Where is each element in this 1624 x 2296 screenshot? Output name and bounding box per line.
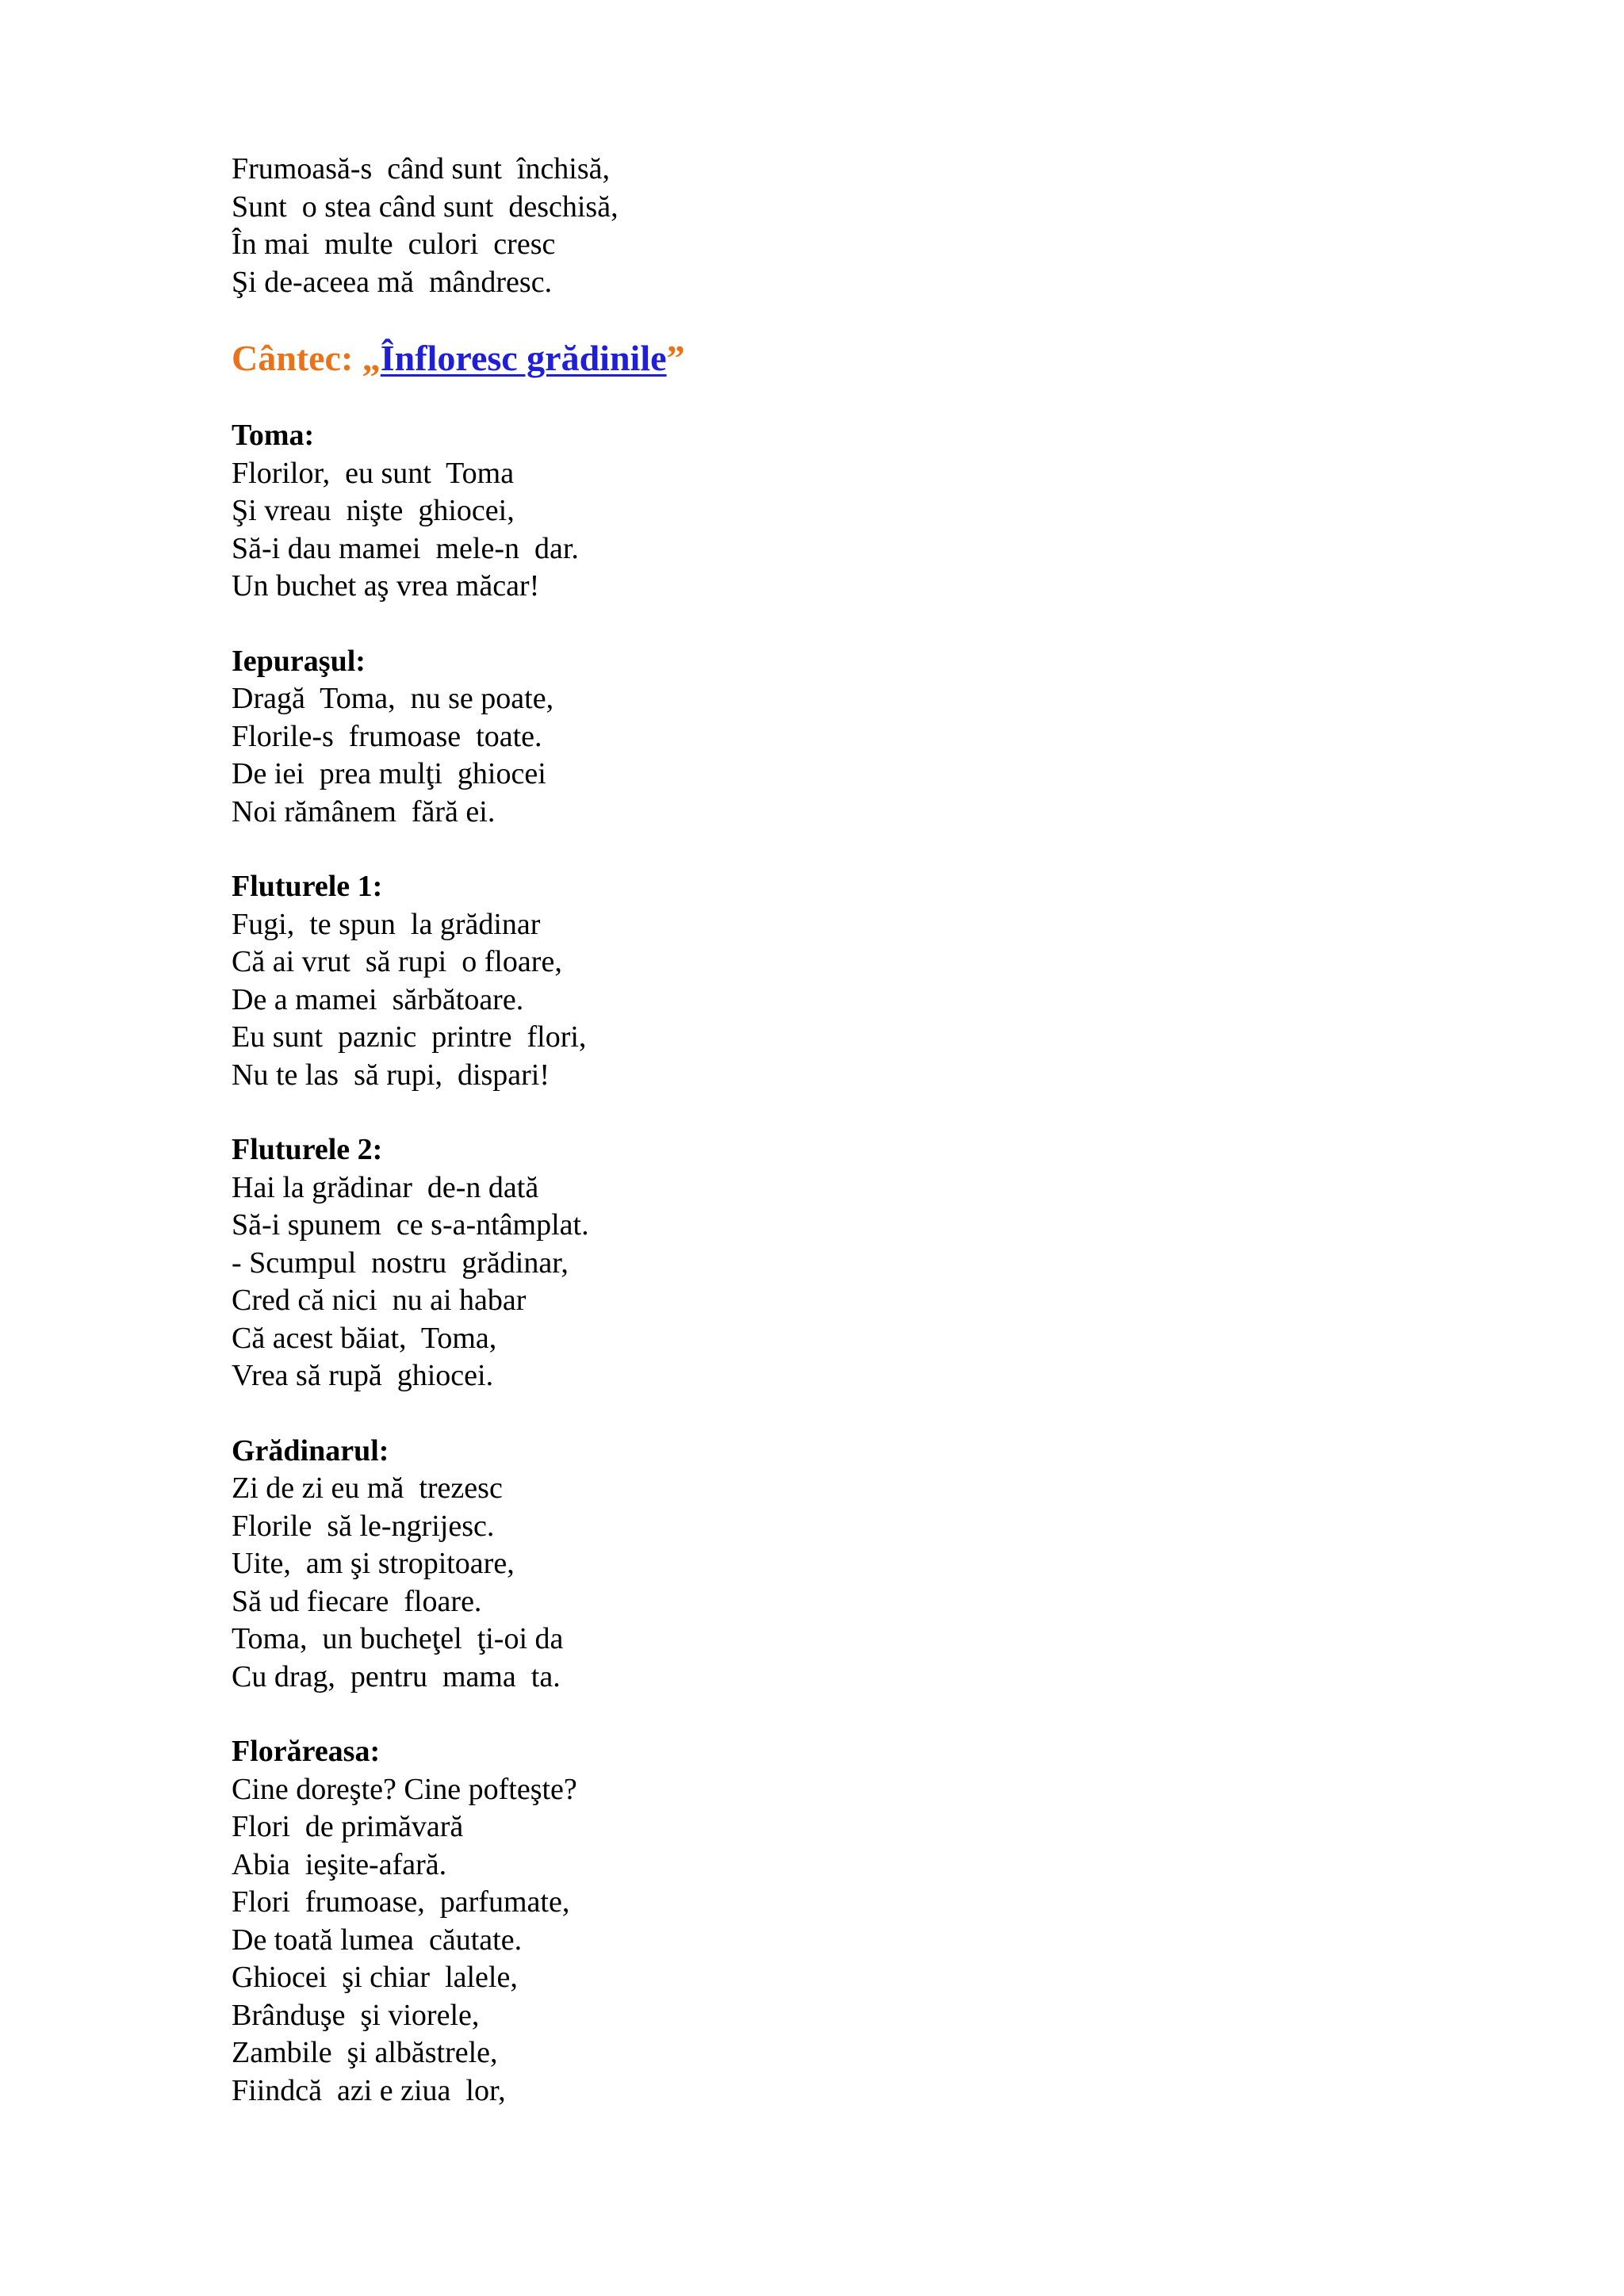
poem-line: - Scumpul nostru grădinar, — [232, 1246, 569, 1280]
poem-line: Să-i spunem ce s-a-ntâmplat. — [232, 1208, 589, 1242]
poem-line: Frumoasă-s când sunt închisă, — [232, 152, 611, 186]
speaker-name: Iepuraşul: — [232, 644, 366, 678]
poem-line: În mai multe culori cresc — [232, 228, 556, 261]
poem-line: Fiindcă azi e ziua lor, — [232, 2073, 506, 2107]
stanza-gap — [232, 1395, 1421, 1433]
poem-line: Să ud fiecare floare. — [232, 1584, 482, 1618]
poem-line: Cine doreşte? Cine pofteşte? — [232, 1772, 577, 1806]
poem-line: Abia ieşite-afară. — [232, 1847, 447, 1881]
song-label: Cântec: — [232, 338, 354, 378]
poem-line: Cred că nici nu ai habar — [232, 1284, 527, 1317]
poem-line: Şi de-aceea mă mândresc. — [232, 265, 553, 299]
poem-line: Sunt o stea când sunt deschisă, — [232, 189, 619, 224]
stanza-fluturele-1 — [232, 868, 1421, 1094]
poem-line: Uite, am şi stropitoare, — [232, 1547, 515, 1580]
speaker-name: Fluturele 2: — [232, 1133, 383, 1166]
stanza-gap — [232, 1696, 1421, 1733]
poem-line: Toma, un bucheţel ţi-oi da — [232, 1622, 564, 1655]
stanza-gap — [232, 1094, 1421, 1131]
poem-line: Că acest băiat, Toma, — [232, 1321, 497, 1355]
poem-line: Să-i dau mamei mele-n dar. — [232, 531, 579, 565]
song-quote-close: ” — [666, 338, 685, 378]
poem-line: Hai la grădinar de-n dată — [232, 1170, 539, 1204]
song-heading — [232, 335, 1421, 382]
poem-line: Eu sunt paznic printre flori, — [232, 1020, 587, 1054]
poem-line: Zambile şi albăstrele, — [232, 2036, 498, 2069]
speaker-name: Toma: — [232, 419, 315, 452]
document-body — [232, 151, 1421, 2110]
speaker-name: Grădinarul: — [232, 1433, 389, 1468]
stanza-iepurasul — [232, 643, 1421, 832]
poem-line: Florilor, eu sunt Toma — [232, 456, 515, 490]
stanza-gradinarul — [232, 1433, 1421, 1697]
song-quote-open: „ — [353, 338, 381, 378]
poem-line: Că ai vrut să rupi o floare, — [232, 945, 562, 978]
poem-line: De a mamei sărbătoare. — [232, 982, 524, 1016]
poem-line: Ghiocei şi chiar lalele, — [232, 1961, 518, 1994]
poem-line: Dragă Toma, nu se poate, — [232, 682, 554, 715]
poem-line: Fugi, te spun la grădinar — [232, 907, 541, 941]
poem-line: Zi de zi eu mă trezesc — [232, 1471, 503, 1505]
poem-line: Şi vreau nişte ghiocei, — [232, 494, 515, 527]
poem-line: Florile să le-ngrijesc. — [232, 1509, 495, 1543]
stanza-toma — [232, 417, 1421, 606]
stanza-fluturele-2 — [232, 1131, 1421, 1395]
poem-line: Flori de primăvară — [232, 1810, 464, 1843]
poem-line: Flori frumoase, parfumate, — [232, 1885, 570, 1919]
poem-line: Nu te las să rupi, dispari! — [232, 1058, 550, 1092]
speaker-name: Fluturele 1: — [232, 870, 383, 903]
poem-line: Vrea să rupă ghiocei. — [232, 1359, 494, 1392]
poem-line: Cu drag, pentru mama ta. — [232, 1659, 561, 1693]
poem-line: Florile-s frumoase toate. — [232, 719, 542, 753]
poem-line: De iei prea mulţi ghiocei — [232, 757, 546, 790]
intro-stanza — [232, 151, 1421, 301]
poem-line: Noi rămânem fără ei. — [232, 794, 496, 828]
stanza-gap — [232, 831, 1421, 868]
stanza-gap — [232, 606, 1421, 643]
poem-line: Un buchet aş vrea măcar! — [232, 569, 540, 603]
poem-line: Brânduşe şi viorele, — [232, 1998, 480, 2032]
song-title-link[interactable]: Înfloresc grădinile — [380, 338, 667, 378]
stanza-florareasa — [232, 1733, 1421, 2110]
speaker-name: Florăreasa: — [232, 1735, 381, 1768]
poem-line: De toată lumea căutate. — [232, 1923, 523, 1957]
